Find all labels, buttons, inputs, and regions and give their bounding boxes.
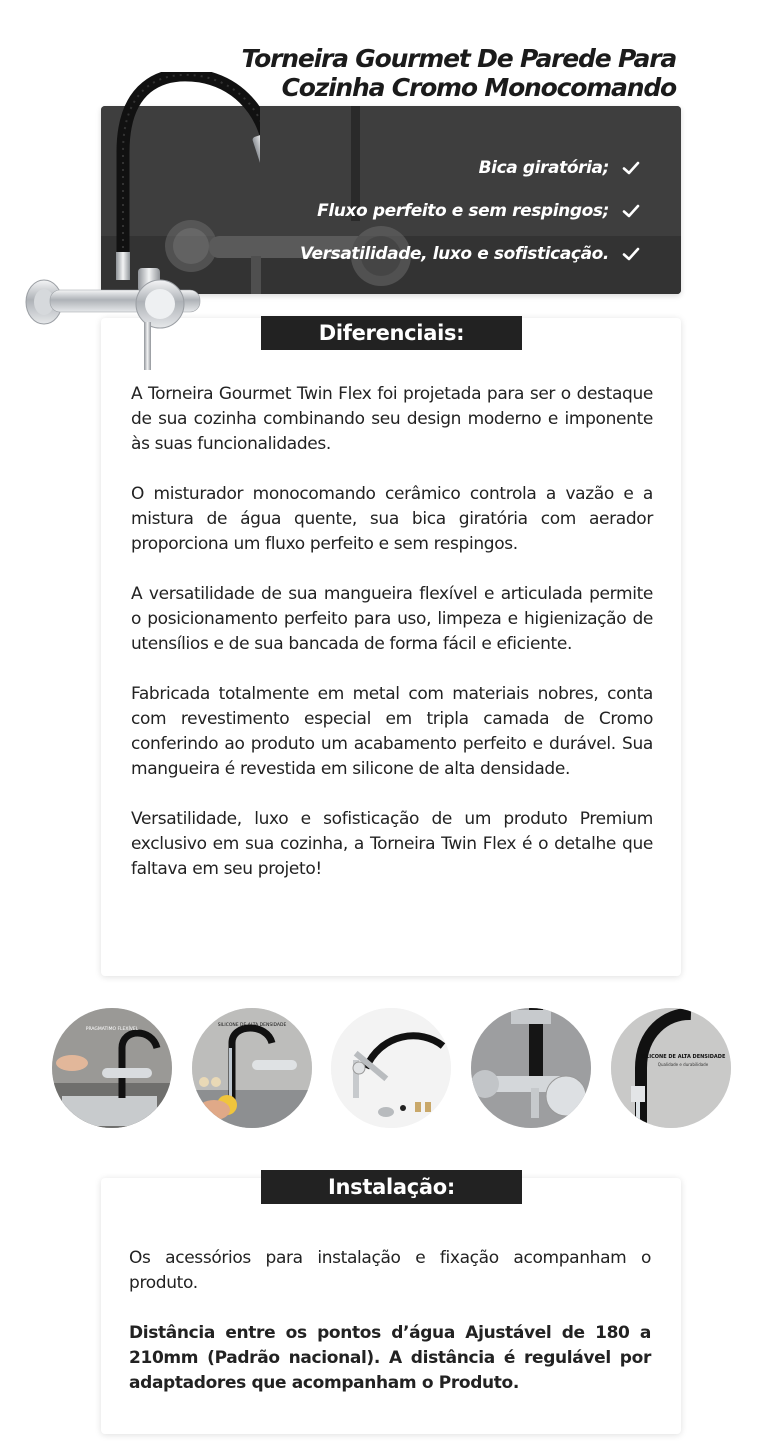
gallery-caption: SILICONE DE ALTA DENSIDADE xyxy=(640,1054,726,1060)
feature-text: Fluxo perfeito e sem respingos; xyxy=(317,200,609,221)
gallery-image xyxy=(192,1008,312,1128)
feature-item xyxy=(300,189,641,232)
installation-heading: Instalação: xyxy=(261,1170,522,1204)
product-title-line1: Torneira Gourmet De Parede Para xyxy=(241,44,676,73)
gallery-thumb-washing[interactable] xyxy=(192,1008,312,1128)
check-icon xyxy=(621,244,641,264)
feature-item xyxy=(300,146,641,189)
description-paragraph: Versatilidade, luxo e sofisticação de um produto Premium exclusivo em sua cozinha, a Torneira Twin Flex é o detalhe que faltava em seu projeto! xyxy=(131,809,653,879)
description-paragraph: Fabricada totalmente em metal com materiais nobres, conta com revestimento especial em tripla camada de Cromo conferindo ao produto um acabamento perfeito e durável. Sua mangueira é revestida em silicone de alta densidade. xyxy=(131,684,653,779)
gallery-thumb-closeup[interactable] xyxy=(471,1008,591,1128)
installation-paragraph: Os acessórios para instalação e fixação acompanham o produto. xyxy=(129,1248,651,1293)
feature-list xyxy=(300,146,641,275)
check-icon xyxy=(621,201,641,221)
gallery-caption: Qualidade e durabilidade xyxy=(657,1062,709,1067)
gallery-thumb-silicone[interactable] xyxy=(611,1008,731,1128)
gallery-thumb-kitchen[interactable] xyxy=(52,1008,172,1128)
description-paragraph: A versatilidade de sua mangueira flexível e articulada permite o posicionamento perfeito para uso, limpeza e higienização de utensílios e de sua bancada de forma fácil e eficiente. xyxy=(131,584,653,654)
gallery-image xyxy=(52,1008,172,1128)
installation-description xyxy=(129,1246,651,1421)
faucet-icon xyxy=(20,72,260,372)
check-icon xyxy=(621,158,641,178)
description-paragraph: A Torneira Gourmet Twin Flex foi projetada para ser o destaque de sua cozinha combinando seu design moderno e imponente às suas funcionalidades. xyxy=(131,384,653,454)
product-title-line2: Cozinha Cromo Monocomando xyxy=(281,73,676,102)
differentials-description xyxy=(131,382,653,907)
gallery-caption: PRAGMATIMO FLEXÍVEL xyxy=(85,1027,139,1032)
feature-text: Versatilidade, luxo e sofisticação. xyxy=(299,243,609,264)
feature-item xyxy=(300,232,641,275)
gallery-caption: SILICONE DE ALTA DENSIDADE xyxy=(217,1023,287,1028)
description-paragraph: O misturador monocomando cerâmico controla a vazão e a mistura de água quente, sua bica giratória com aerador proporciona um fluxo perfeito e sem respingos. xyxy=(131,484,653,554)
gallery-image xyxy=(331,1008,451,1128)
differentials-heading: Diferenciais: xyxy=(261,316,522,350)
feature-text: Bica giratória; xyxy=(478,157,609,178)
gallery-thumb-parts[interactable] xyxy=(331,1008,451,1128)
gallery-image xyxy=(471,1008,591,1128)
product-gallery xyxy=(50,1008,732,1128)
installation-distance-paragraph: Distância entre os pontos d’água Ajustável de 180 a 210mm (Padrão nacional). A distância é regulável por adaptadores que acompanham o Produto. xyxy=(129,1323,651,1393)
gallery-image xyxy=(611,1008,731,1128)
